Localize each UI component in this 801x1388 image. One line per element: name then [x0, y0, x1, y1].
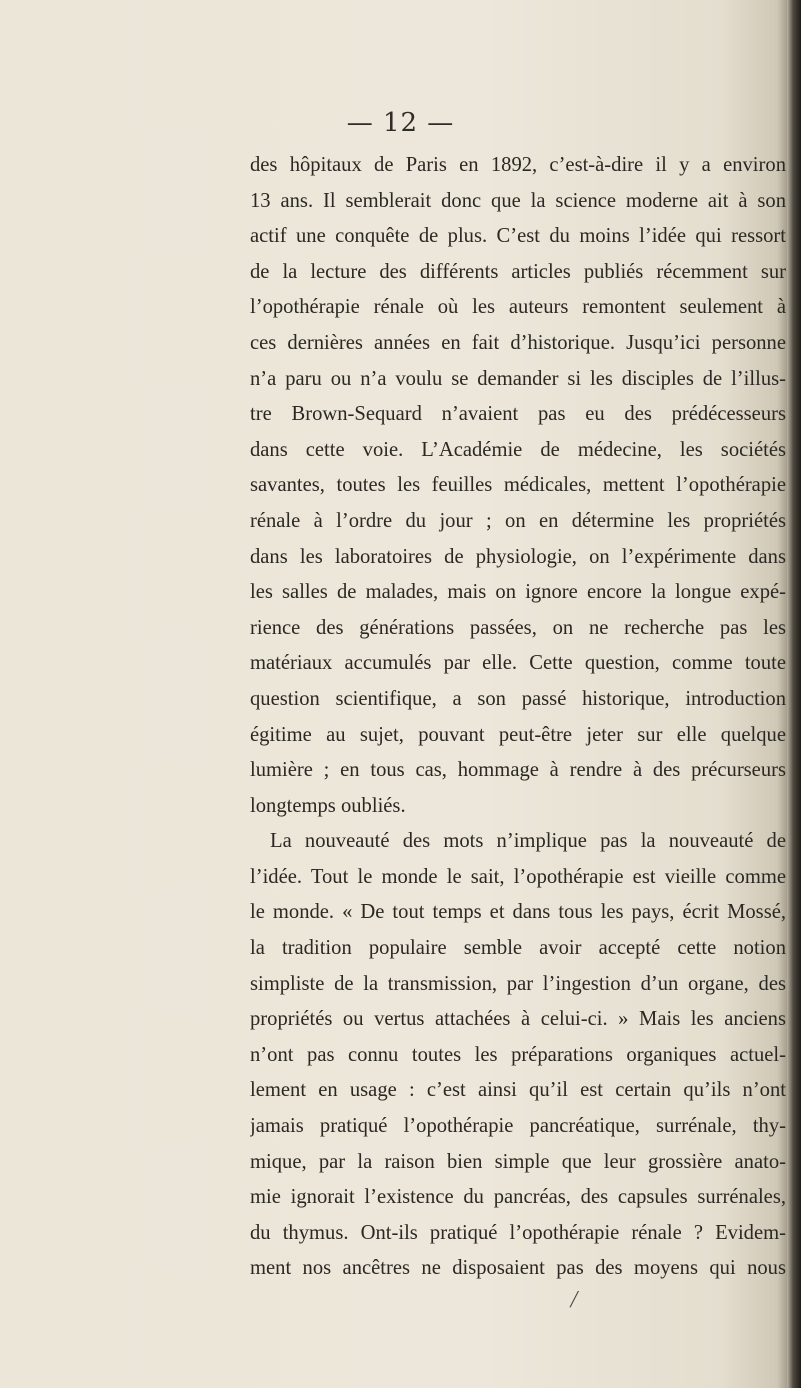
text-line: le monde. « De tout temps et dans tous les pays, écrit Mossé,	[250, 901, 786, 924]
text-line: lement en usage : c’est ainsi qu’il est certain qu’ils n’ont	[250, 1079, 786, 1102]
text-line: 13 ans. Il semblerait donc que la science moderne ait à son	[250, 189, 786, 212]
text-line: n’ont pas connu toutes les préparations organiques actuel-	[250, 1043, 786, 1066]
body-text	[250, 148, 786, 1287]
text-line: savantes, toutes les feuilles médicales, mettent l’opothérapie	[250, 474, 786, 497]
text-line: l’idée. Tout le monde le sait, l’opothérapie est vieille comme	[250, 865, 786, 888]
text-line: la tradition populaire semble avoir accepté cette notion	[250, 937, 786, 960]
text-line: ces dernières années en fait d’historique. Jusqu’ici personne	[250, 331, 786, 354]
text-line: dans cette voie. L’Académie de médecine, les sociétés	[250, 438, 786, 461]
book-binding-edge	[787, 0, 801, 1388]
text-line: n’a paru ou n’a voulu se demander si les disciples de l’illus-	[250, 367, 786, 390]
text-line: question scientifique, a son passé historique, introduction	[250, 687, 786, 710]
text-line: mique, par la raison bien simple que leur grossière anato-	[250, 1150, 786, 1173]
text-line: jamais pratiqué l’opothérapie pancréatique, surrénale, thy-	[250, 1115, 786, 1138]
text-line: simpliste de la transmission, par l’ingestion d’un organe, des	[250, 972, 786, 995]
text-line: l’opothérapie rénale où les auteurs remontent seulement à	[250, 296, 786, 319]
text-line: rénale à l’ordre du jour ; on en détermine les propriétés	[250, 509, 786, 532]
stray-pen-mark: ╱	[570, 1292, 579, 1308]
text-line: ment nos ancêtres ne disposaient pas des moyens qui nous	[250, 1257, 786, 1280]
text-line: longtemps oubliés.	[250, 794, 406, 817]
text-line: lumière ; en tous cas, hommage à rendre à des précurseurs	[250, 759, 786, 782]
text-line: du thymus. Ont-ils pratiqué l’opothérapie rénale ? Evidem-	[250, 1221, 786, 1244]
text-line: matériaux accumulés par elle. Cette question, comme toute	[250, 652, 786, 675]
text-line: propriétés ou vertus attachées à celui-ci. » Mais les anciens	[250, 1008, 786, 1031]
text-line: les salles de malades, mais on ignore encore la longue expé-	[250, 581, 786, 604]
text-line: égitime au sujet, pouvant peut-être jeter sur elle quelque	[250, 723, 786, 746]
text-line: des hôpitaux de Paris en 1892, c’est-à-dire il y a environ	[250, 154, 786, 176]
text-line: de la lecture des différents articles publiés récemment sur	[250, 260, 786, 283]
text-line: rience des générations passées, on ne recherche pas les	[250, 616, 786, 639]
paragraph-start-line: La nouveauté des mots n’implique pas la nouveauté de	[270, 830, 786, 853]
text-line: actif une conquête de plus. C’est du moins l’idée qui ressort	[250, 225, 786, 248]
text-line: mie ignorait l’existence du pancréas, des capsules surrénales,	[250, 1186, 786, 1209]
text-line: tre Brown-Sequard n’avaient pas eu des prédécesseurs	[250, 403, 786, 426]
text-line: dans les laboratoires de physiologie, on l’expérimente dans	[250, 545, 786, 568]
page-number: — 12 —	[346, 108, 455, 138]
